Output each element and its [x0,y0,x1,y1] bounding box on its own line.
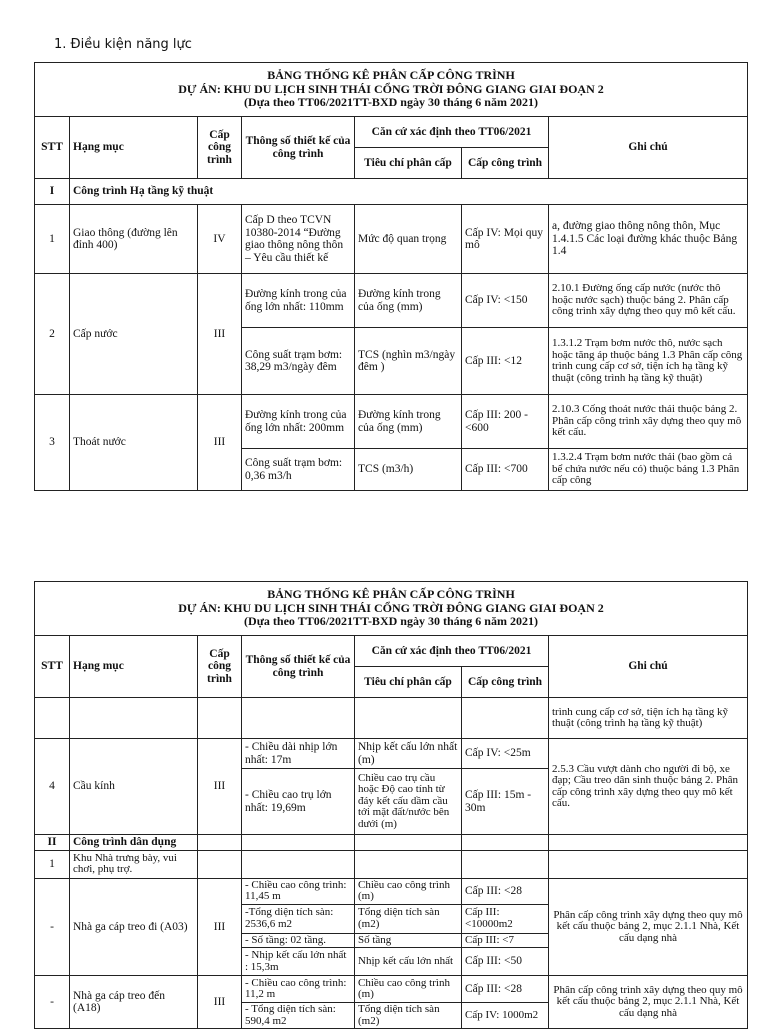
table-row: trình cung cấp cơ sở, tiện ích hạ tầng kỹ thuật (công trình hạ tầng kỹ thuật) [35,698,748,739]
col-header-notes: Ghi chú [549,117,748,179]
col-header-criteria: Tiêu chí phân cấp [355,148,462,179]
classification-table-2 [34,581,748,1029]
table-row: - Tổng diện tích sàn: 590,4 m2 Tổng diện tích sàn (m2) Cấp IV: 1000m2 [35,1003,748,1029]
table-title-block [35,63,748,117]
table-row: 2 Cấp nước III Đường kính trong của ống lớn nhất: 110mm Đường kính trong của ống (mm) Cấp IV: <150 2.10.1 Đường ống cấp nước (nước thô hoặc nước sạch) thuộc bảng 2. Phân cấp công trình xây dựng theo quy mô kết cấu. [35,274,748,328]
table-row: 4 Cầu kính III - Chiều dài nhịp lớn nhất: 17m Nhịp kết cấu lớn nhất (m) Cấp IV: <25m 2.5.3 Cầu vượt dành cho người đi bộ, xe đạp; Cầu treo dân sinh thuộc bảng 2. Phân cấp công trình xây dựng theo quy mô kết cấu. [35,739,748,769]
col-header-grade: Cấp công trình [462,667,549,698]
section-label: Công trình Hạ tầng kỹ thuật [70,179,748,205]
classification-table-1 [34,62,748,491]
legal-basis: (Dựa theo TT06/2021TT-BXD ngày 30 tháng 6 năm 2021) [244,95,538,110]
table-title: BẢNG THỐNG KÊ PHÂN CẤP CÔNG TRÌNH [267,68,515,83]
table-row: Công suất trạm bơm: 0,36 m3/h TCS (m3/h) Cấp III: <700 1.3.2.4 Trạm bơm nước thải (bao gồm cả bể chứa nước nếu có) thuộc bảng 1.3 Phân cấp công [35,449,748,491]
table-row: - Nhà ga cáp treo đến (A18) III - Chiều cao công trình: 11,2 m Chiều cao công trình (m) Cấp III: <28 Phân cấp công trình xây dựng theo quy mô kết cấu thuộc bảng 2, mục 2.1.1 Nhà, Kết cấu dạng nhà [35,976,748,1003]
table-row: - Nhịp kết cấu lớn nhất : 15,3m Nhịp kết cấu lớn nhất Cấp III: <50 [35,948,748,976]
table-row: - Số tầng: 02 tầng. Số tầng Cấp III: <7 [35,933,748,948]
col-header-basis: Căn cứ xác định theo TT06/2021 [355,636,549,667]
table-title: BẢNG THỐNG KÊ PHÂN CẤP CÔNG TRÌNH [267,587,515,602]
table-row: Công suất trạm bơm: 38,29 m3/ngày đêm TCS (nghìn m3/ngày đêm ) Cấp III: <12 1.3.1.2 Trạm bơm nước thô, nước sạch hoặc tăng áp thuộc bảng 1.3 Phân cấp công trình cung cấp cơ sở, tiện ích hạ tầng kỹ thuật (công trình hạ tầng kỹ thuật) [35,328,748,395]
col-header-stt: STT [35,117,70,179]
table-row: 3 Thoát nước III Đường kính trong của ống lớn nhất: 200mm Đường kính trong của ống (mm) Cấp III: 200 - <600 2.10.3 Cống thoát nước thải thuộc bảng 2. Phân cấp công trình xây dựng theo quy mô kết cấu. [35,395,748,449]
col-header-criteria: Tiêu chí phân cấp [355,667,462,698]
col-header-stt: STT [35,636,70,698]
table-row: -Tổng diện tích sàn: 2536,6 m2 Tổng diện tích sàn (m2) Cấp III: <10000m2 [35,904,748,933]
project-name: DỰ ÁN: KHU DU LỊCH SINH THÁI CỔNG TRỜI ĐÔNG GIANG GIAI ĐOẠN 2 [178,81,604,96]
col-header-params: Thông số thiết kế của công trình [242,636,355,698]
col-header-item: Hạng mục [70,636,198,698]
table-row: - Nhà ga cáp treo đi (A03) III - Chiều cao công trình: 11,45 m Chiều cao công trình (m) Cấp III: <28 Phân cấp công trình xây dựng theo quy mô kết cấu thuộc bảng 2, mục 2.1.1 Nhà, Kết cấu dạng nhà [35,878,748,904]
table-title-block [35,582,748,636]
table-row: - Chiều cao trụ lớn nhất: 19,69m Chiều cao trụ cầu hoặc Độ cao tính từ đáy kết cấu dầm cầu tới mặt đất/nước bên dưới (m) Cấp III: 15m - 30m [35,769,748,835]
col-header-basis: Căn cứ xác định theo TT06/2021 [355,117,549,148]
col-header-item: Hạng mục [70,117,198,179]
col-header-level: Cấp công trình [198,117,242,179]
col-header-notes: Ghi chú [549,636,748,698]
section-title: 1. Điều kiện năng lực [54,37,192,52]
project-name: DỰ ÁN: KHU DU LỊCH SINH THÁI CỔNG TRỜI ĐÔNG GIANG GIAI ĐOẠN 2 [178,600,604,615]
legal-basis: (Dựa theo TT06/2021TT-BXD ngày 30 tháng 6 năm 2021) [244,614,538,629]
table-row: 1 Khu Nhà trưng bày, vui chơi, phụ trợ. [35,850,748,878]
col-header-grade: Cấp công trình [462,148,549,179]
table-row: 1 Giao thông (đường lên đỉnh 400) IV Cấp D theo TCVN 10380-2014 “Đường giao thông nông thôn – Yêu cầu thiết kế Mức độ quan trọng Cấp IV: Mọi quy mô a, đường giao thông nông thôn, Mục 1.4.1.5 Các loại đường khác thuộc Bảng 1.4 [35,205,748,274]
table-row: II Công trình dân dụng [35,835,748,851]
col-header-params: Thông số thiết kế của công trình [242,117,355,179]
section-stt: I [35,179,70,205]
col-header-level: Cấp công trình [198,636,242,698]
